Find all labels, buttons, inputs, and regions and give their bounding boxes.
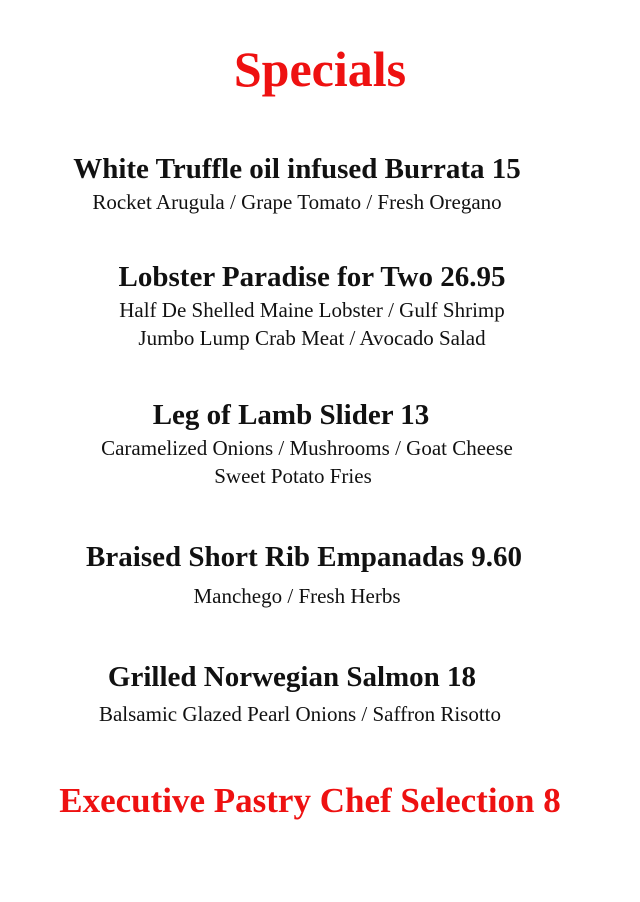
menu-item [0,660,600,728]
menu-item-name: Braised Short Rib Empanadas 9.60 [86,541,522,573]
menu-item-name: Grilled Norwegian Salmon 18 [107,661,477,693]
menu-item [0,398,614,490]
menu-item-description: Jumbo Lump Crab Meat / Avocado Salad [138,326,486,350]
menu-item [0,540,608,610]
menu-item-name: Leg of Lamb Slider 13 [152,399,430,431]
menu-item-description: Balsamic Glazed Pearl Onions / Saffron Risotto [98,702,502,726]
menu-item-name: Lobster Paradise for Two 26.95 [118,261,506,293]
menu-item-name: White Truffle oil infused Burrata 15 [73,153,521,185]
menu-item [0,152,594,216]
menu-item-description: Manchego / Fresh Herbs [193,584,401,608]
menu-item-description: Half De Shelled Maine Lobster / Gulf Shrimp [119,298,505,322]
pastry-chef-selection: Executive Pastry Chef Selection 8 [59,781,561,820]
menu-item [0,260,624,352]
menu-item-description: Rocket Arugula / Grape Tomato / Fresh Oregano [92,190,502,214]
menu-item-description: Sweet Potato Fries [214,464,372,488]
menu-item-description: Caramelized Onions / Mushrooms / Goat Cheese [101,436,513,460]
page-title: Specials [233,41,407,97]
